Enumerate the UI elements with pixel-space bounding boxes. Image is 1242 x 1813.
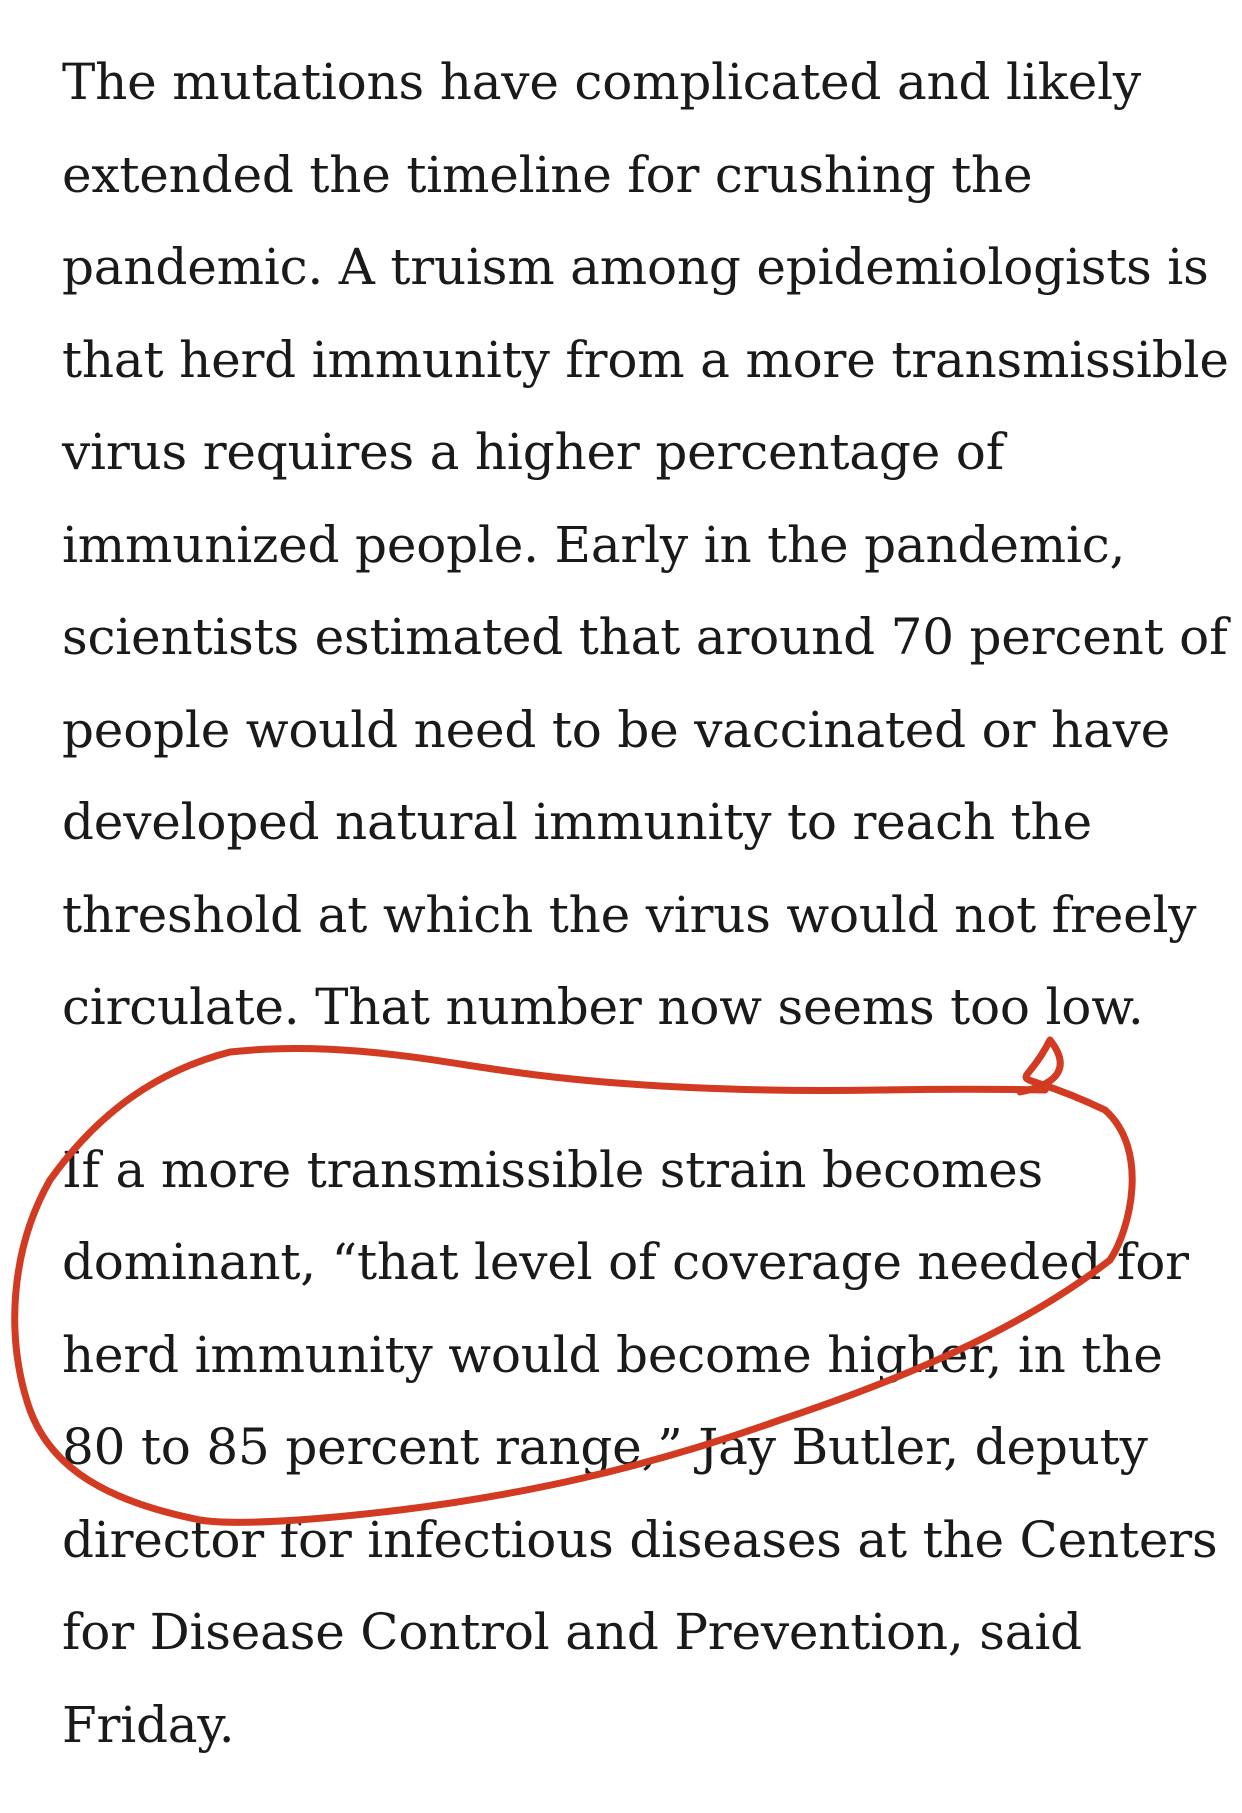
text-line: The mutations have complicated and likely — [62, 53, 1141, 111]
text-line: scientists estimated that around 70 percent of — [62, 608, 1228, 666]
text-line: director for infectious diseases at the Centers — [62, 1510, 1218, 1569]
article-body — [62, 36, 1229, 1771]
text-line: extended the timeline for crushing the — [62, 145, 1033, 204]
text-line: virus requires a higher percentage of — [62, 423, 1005, 481]
text-line: circulate. That number now seems too low. — [62, 978, 1144, 1036]
text-line: dominant, “that level of coverage needed for — [62, 1233, 1189, 1291]
paragraph-mutations — [62, 36, 1229, 1054]
text-line: pandemic. A truism among epidemiologists is — [62, 238, 1209, 296]
text-line: immunized people. Early in the pandemic, — [62, 515, 1126, 574]
text-line: threshold at which the virus would not freely — [62, 885, 1197, 944]
paragraph-herd-immunity-quote — [62, 1124, 1218, 1772]
text-line: If a more transmissible strain becomes — [62, 1140, 1043, 1199]
text-line: developed natural immunity to reach the — [62, 793, 1092, 851]
text-line: that herd immunity from a more transmissible — [62, 330, 1229, 389]
text-line: Friday. — [62, 1695, 235, 1754]
text-line: for Disease Control and Prevention, said — [62, 1603, 1082, 1661]
text-line: herd immunity would become higher, in the — [62, 1325, 1163, 1384]
text-line: people would need to be vaccinated or have — [62, 700, 1171, 759]
paragraph-spacer — [62, 1054, 1202, 1124]
text-line: 80 to 85 percent range,” Jay Butler, deputy — [62, 1418, 1148, 1476]
